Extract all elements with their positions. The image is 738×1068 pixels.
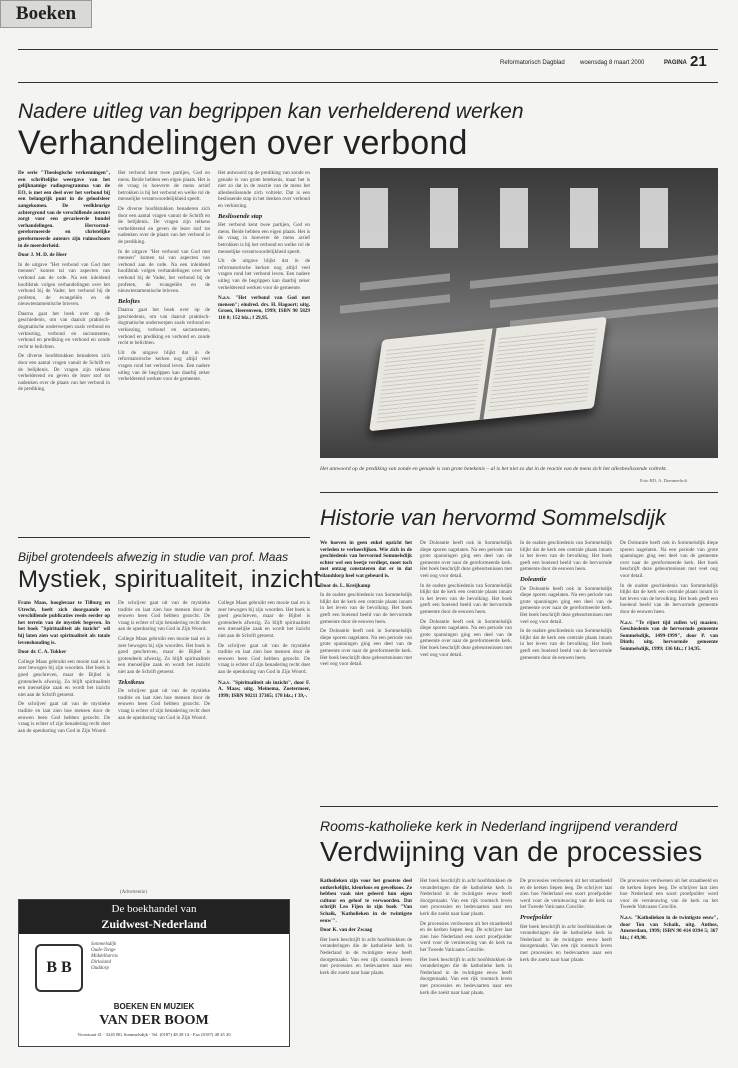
article1-headline: Verhandelingen over verbond	[18, 124, 468, 162]
article1-col3	[218, 170, 310, 530]
article3-col2	[420, 540, 512, 800]
photo-window	[640, 188, 668, 248]
photo-window	[430, 188, 458, 248]
article4-text: Het boek beschrijft in acht hoofdstukken de veranderingen die de katholieke kerk in Nederland in de twintigste eeuw heeft doorgemaakt. Van een rijk roomsch leven met processies en bedevaarten naar een kerk die zoekt naar haar plaats.	[420, 956, 512, 996]
page-label: PAGINA	[664, 60, 687, 66]
page-number: 21	[690, 53, 707, 70]
article2-col1	[18, 600, 110, 890]
article3-book-info: N.a.v. "Te rijnet tijd zullen wij maaien; Geschiedenis van de hervormde gemeente Sommelsdijk, 1499-1999", door P. van Dinth; uitg. hervormde gemeente Sommelsdijk, 1999; 136 blz.; f 34,95.	[620, 619, 718, 652]
photo-window	[500, 188, 528, 248]
article1-subhead-beloftes: Beloftes	[118, 297, 140, 305]
article3-text: De Doleantie heeft ook in Sommelsdijk diepe sporen nagelaten. Na een periode van grote spanningen ging een deel van de gemeente over naar de gereformeerde kerk. Het boek beschrijft deze gebeurtenissen met veel oog voor detail.	[420, 540, 512, 579]
article1-text: De diverse hoofdstukken benaderen zich door een aantal vragen vanuit de Schrift en de belijdenis. De vragen zijn telkens verhelderend en geven de lezer stof tot nadenken over de plaats van het verbond in de prediking.	[118, 205, 210, 245]
article4-text: De processies verdwenen uit het straatbeeld en de kerken liepen leeg. De schrijver laat zien hoe Nederland een soort proefpolder werd voor de vernieuwing van de kerk na het Tweede Vaticaans Concilie.	[420, 920, 512, 953]
top-rule	[18, 49, 718, 50]
article1-text: Daarna gaat het boek over op de geschiedenis, om van daaruit praktisch-dogmatische onderwerpen zoals verbond en verkiezing, verbond en sacramenten, verbond en prediking en verbond en zonde recht te belichten.	[118, 307, 210, 347]
article2-byline: Door dr. C. A. Tukker	[18, 649, 67, 656]
article2-text: De schrijver gaat uit van de mystieke traditie en laat zien hoe mensen door de eeuwen heen God hebben gezocht. De vraag is echter of zijn benadering recht doet aan de openbaring van God in Zijn Woord.	[118, 600, 210, 633]
article1-book-info: N.a.v. "Het verbond van God met mensen"; eindred. drs. H. Hagoort; uitg. Groen, Heerenveen, 1999; ISBN 90 5829 110 0; 152 blz.; f 29,95.	[218, 295, 310, 321]
issue-date: woensdag 8 maart 2000	[580, 60, 645, 66]
masthead-rule	[18, 82, 718, 83]
article3-text: In de oudste geschiedenis van Sommelsdijk blijkt dat de kerk een centrale plaats innam in het leven van de bevolking. Het boek geeft een boeiend beeld van de hervormde gemeente door de eeuwen heen.	[520, 540, 612, 573]
bookstore-ad[interactable]	[18, 899, 290, 1047]
article2-text: De schrijver gaat uit van de mystieke traditie en laat zien hoe mensen door de eeuwen heen God hebben gezocht. De vraag is echter of zijn benadering recht doet aan de openbaring van God in Zijn Woord.	[218, 642, 310, 675]
article1-text: Het antwoord op de prediking van zonde en genade is van grote betekenis, maar het is niet zo dat in de reactie van de mens het allesbeslissende zich voltrekt. Dat is een beslissende stap in het denken over verbond en verkiezing.	[218, 170, 310, 209]
ad-title-line2: Zuidwest-Nederland	[101, 917, 207, 931]
ad-places	[91, 942, 241, 1002]
article4-text: Het boek beschrijft in acht hoofdstukken de veranderingen die de katholieke kerk in Nederland in de twintigste eeuw heeft doorgemaakt. Van een rijk roomsch leven met processies en bedevaarten naar een kerk die zoekt naar haar plaats.	[320, 936, 412, 976]
article3-byline: Door ds. L. Kreijkamp	[320, 582, 371, 589]
article3-text: De Doleantie heeft ook in Sommelsdijk diepe sporen nagelaten. Na een periode van grote spanningen ging een deel van de gemeente over naar de gereformeerde kerk. Het boek beschrijft deze gebeurtenissen met veel oog voor detail.	[520, 585, 612, 625]
article2-col2	[118, 600, 210, 890]
open-bible	[369, 317, 607, 431]
article1-col1	[18, 170, 110, 530]
photo-window	[570, 188, 598, 248]
article3-subhead: Doleantie	[520, 575, 547, 583]
article4-col1	[320, 878, 412, 1050]
article2-text: De schrijver gaat uit van de mystieke traditie en laat zien hoe mensen door de eeuwen heen God hebben gezocht. De vraag is echter of zijn benadering recht doet aan de openbaring van God in Zijn Woord.	[118, 688, 210, 721]
article2-headline: Mystiek, spiritualiteit, inzicht	[18, 566, 321, 593]
article2-col3	[218, 600, 310, 890]
article4-book-info: N.a.v. "Katholieken in de twintigste eeuw", door Ton van Schaik, uitg. Anthos, Amsterdam, 1999; ISBN 90 414 0394 5; 367 blz.; f 49,90.	[620, 914, 718, 941]
bible-page-left	[376, 337, 485, 423]
article2-text: College Maas gebruikt een mooie taal en is zeer bewogen bij zijn woorden. Het boek is goed geschreven, maar de Bijbel is grotendeels afwezig. Zo blijft spiritualiteit een menselijke zaak en wordt het inzicht niet aan de Schrift getoetst.	[18, 658, 110, 698]
article2-lead: Frans Maas, hoogleraar te Tilburg en Utrecht, heeft zich doorgaande en verschillende publicaties reeds eerder op het terrein van de mystiek begeven. In het boek "Spiritualiteit als inzicht" wil hij laten zien wat spiritualiteit als totale levenshouding is.	[18, 600, 110, 646]
bible-page-right	[489, 326, 598, 412]
article4-text: De processies verdwenen uit het straatbeeld en de kerken liepen leeg. De schrijver laat zien hoe Nederland een soort proefpolder werd voor de vernieuwing van de kerk na het Tweede Vaticaans Concilie.	[520, 878, 612, 911]
article2-book-info: N.a.v. "Spiritualiteit als inzicht", door F. A. Maas; uitg. Meinema, Zoetermeer, 1999; ISBN 90211 37365; 178 blz.; f 39,-.	[218, 679, 310, 699]
article3-col3	[520, 540, 612, 800]
ad-title-line1: De boekhandel van	[111, 903, 197, 915]
photo-pew	[340, 294, 450, 314]
article3-text: De Doleantie heeft ook in Sommelsdijk diepe sporen nagelaten. Na een periode van grote spanningen ging een deel van de gemeente over naar de gereformeerde kerk. Het boek beschrijft deze gebeurtenissen met veel oog voor detail.	[320, 628, 412, 668]
article4-subhead: Proefpolder	[520, 913, 553, 921]
article3-lead: We hoeven in geen enkel opzicht het verleden te verheerlijken. Wie zich in de geschiedenis van hervormd Sommelsdijk echter wel een beetje verdiept, moet toch met ontzag constateren dat er in dat eilanddorp heel wat gebeurd is.	[320, 540, 412, 579]
article3-headline: Historie van hervormd Sommelsdijk	[320, 505, 666, 530]
article1-subhead-stap: Beslissende stap	[218, 212, 263, 220]
section-label: Boeken	[0, 0, 92, 28]
article4-text: De processies verdwenen uit het straatbeeld en de kerken liepen leeg. De schrijver laat zien hoe Nederland een soort proefpolder werd voor de vernieuwing van de kerk na het Tweede Vaticaans Concilie.	[620, 878, 718, 911]
article2-rule	[18, 537, 310, 538]
photo-credit: Foto RD, A. Dommerholt	[640, 478, 688, 483]
article1-kicker: Nadere uitleg van begrippen kan verhelderend werken	[18, 100, 524, 123]
photo-caption: Het antwoord op de prediking van zonde en genade is van grote betekenis – al is het niet zo dat in de reactie van de mens zich het allesbeslissende voltrekt.	[320, 466, 667, 472]
article1-col2	[118, 170, 210, 530]
photo-window	[360, 188, 388, 248]
ad-place: Dirksland	[91, 960, 111, 965]
article1-text: Het verbond kent twee partijen, God en mens. Beide hebben een eigen plaats. Het is de vraag in hoeverre de mens actief betrokken is bij het verbond en welke rol de menselijke verantwoordelijkheid speelt.	[218, 222, 310, 255]
ad-store-name: VAN DER BOOM	[99, 1013, 209, 1028]
article3-col1	[320, 540, 412, 800]
article4-text: Het boek beschrijft in acht hoofdstukken de veranderingen die de katholieke kerk in Nederland in de twintigste eeuw heeft doorgemaakt. Van een rijk roomsch leven met processies en bedevaarten naar een kerk die zoekt naar haar plaats.	[520, 923, 612, 963]
article2-text: College Maas gebruikt een mooie taal en is zeer bewogen bij zijn woorden. Het boek is goed geschreven, maar de Bijbel is grotendeels afwezig. Zo blijft spiritualiteit een menselijke zaak en wordt het inzicht niet aan de Schrift getoetst.	[118, 635, 210, 675]
article1-text: Het verbond kent twee partijen, God en mens. Beide hebben een eigen plaats. Het is de vraag in hoeverre de mens actief betrokken is bij het verbond en welke rol de menselijke verantwoordelijkheid speelt.	[118, 170, 210, 203]
article3-text: De Doleantie heeft ook in Sommelsdijk diepe sporen nagelaten. Na een periode van grote spanningen ging een deel van de gemeente over naar de gereformeerde kerk. Het boek beschrijft deze gebeurtenissen met veel oog voor detail.	[420, 618, 512, 658]
ad-logo: B B	[35, 944, 83, 992]
article1-lead: De serie "Theologische verkenningen", een schriftelijke weergave van het gelijknamige radioprogramma van de EO, is met een deel over het verbond bij een belangrijk punt in de geloofsleer aangekomen. De veelkleurige achtergrond van de verschillende auteurs zorgt voor een gevarieerde bundel verhandelingen. Hervormd-gereformeerde en christelijke gereformeerde auteurs zijn ruimschoots in de meerderheid.	[18, 170, 110, 249]
article2-kicker: Bijbel grotendeels afwezig in studie van prof. Maas	[18, 550, 289, 564]
article3-text: In de oudste geschiedenis van Sommelsdijk blijkt dat de kerk een centrale plaats innam in het leven van de bevolking. Het boek geeft een boeiend beeld van de hervormde gemeente door de eeuwen heen.	[420, 582, 512, 615]
article1-text: In de uitgave "Het verbond van God met mensen" komen tal van aspecten van verbond aan de orde. Na een inleidend hoofdstuk volgen verhandelingen over het verbond bij de Vader, het verbond bij de profeten, de evangeliën en de nieuwtestamentische brieven.	[118, 248, 210, 295]
article1-text: De diverse hoofdstukken benaderen zich door een aantal vragen vanuit de Schrift en de belijdenis. De vragen zijn telkens verhelderend en geven de lezer stof tot nadenken over de plaats van het verbond in de prediking.	[18, 353, 110, 393]
article2-text: De schrijver gaat uit van de mystieke traditie en laat zien hoe mensen door de eeuwen heen God hebben gezocht. De vraag is echter of zijn benadering recht doet aan de openbaring van God in Zijn Woord.	[18, 701, 110, 734]
article1-text: In de uitgave "Het verbond van God met mensen" komen tal van aspecten van verbond aan de orde. Na een inleidend hoofdstuk volgen verhandelingen over het verbond bij de Vader, het verbond bij de profeten, de evangeliën en de nieuwtestamentische brieven.	[18, 261, 110, 308]
article3-text: De Doleantie heeft ook in Sommelsdijk diepe sporen nagelaten. Na een periode van grote spanningen ging een deel van de gemeente over naar de gereformeerde kerk. Het boek beschrijft deze gebeurtenissen met veel oog voor detail.	[620, 540, 718, 579]
ad-subtitle: BOEKEN EN MUZIEK	[113, 1002, 195, 1011]
article4-col4	[620, 878, 718, 1050]
article4-col2	[420, 878, 512, 1050]
ad-place: Ouddorp	[91, 966, 110, 971]
ad-place: Oude-Tonge	[91, 948, 116, 953]
article1-text: Uit de uitgave blijkt dat in de reformatorische kerken nog altijd veel vragen rond het verbond leven. Een nadere uitleg van de begrippen kan daarbij zeker verhelderend werken voor de gemeente.	[218, 258, 310, 291]
article1-text: Daarna gaat het boek over op de geschiedenis, om van daaruit praktisch-dogmatische onderwerpen zoals verbond en verkiezing, verbond en sacramenten, verbond en prediking en verbond en zonde recht te belichten.	[18, 310, 110, 350]
article1-byline: Door J. M. D. de Heer	[18, 252, 67, 259]
article3-text: In de oudste geschiedenis van Sommelsdijk blijkt dat de kerk een centrale plaats innam in het leven van de bevolking. Het boek geeft een boeiend beeld van de hervormde gemeente door de eeuwen heen.	[620, 582, 718, 615]
article3-text: In de oudste geschiedenis van Sommelsdijk blijkt dat de kerk een centrale plaats innam in het leven van de bevolking. Het boek geeft een boeiend beeld van de hervormde gemeente door de eeuwen heen.	[520, 628, 612, 661]
ad-address: Voorstraat 41 - 3245 BG Sommelsdijk - Tel. (0187) 48 28 14 - Fax (0187) 48 45 20	[77, 1032, 231, 1037]
ad-label: (Advertentie)	[120, 890, 147, 895]
article4-headline: Verdwijning van de processies	[320, 836, 703, 867]
article4-kicker: Rooms-katholieke kerk in Nederland ingrijpend veranderd	[320, 818, 678, 834]
article3-text: In de oudste geschiedenis van Sommelsdijk blijkt dat de kerk een centrale plaats innam in het leven van de bevolking. Het boek geeft een boeiend beeld van de hervormde gemeente door de eeuwen heen.	[320, 592, 412, 625]
article4-text: Het boek beschrijft in acht hoofdstukken de veranderingen die de katholieke kerk in Nederland in de twintigste eeuw heeft doorgemaakt. Van een rijk roomsch leven met processies en bedevaarten naar een kerk die zoekt naar haar plaats.	[420, 878, 512, 917]
ad-place: Sommelsdijk	[91, 942, 117, 947]
article2-text: College Maas gebruikt een mooie taal en is zeer bewogen bij zijn woorden. Het boek is goed geschreven, maar de Bijbel is grotendeels afwezig. Zo blijft spiritualiteit een menselijke zaak en wordt het inzicht niet aan de Schrift getoetst.	[218, 600, 310, 639]
article3-col4	[620, 540, 718, 800]
bible-photo	[320, 168, 718, 458]
paper-name: Reformatorisch Dagblad	[500, 60, 565, 66]
article1-text: Uit de uitgave blijkt dat in de reformatorische kerken nog altijd veel vragen rond het verbond leven. Een nadere uitleg van de begrippen kan daarbij zeker verhelderend werken voor de gemeente.	[118, 349, 210, 383]
article4-lead: Katholieken zijn voor het grootste deel ontkerkelijkt, kleurloos en gewelkoos. Ze hebben vaak niet geleerd hun eigen cultuur en geloof te verwoorden. Dat schrijft Leo Fijen in zijn boek "Van Schaik, 'Katholieken in de twintigste eeuw'".	[320, 878, 412, 924]
article3-rule	[320, 492, 718, 493]
photo-pew	[360, 273, 450, 290]
article4-rule	[320, 806, 718, 807]
ad-place: Middelharnis	[91, 954, 118, 959]
article2-subhead: Tekstkeus	[118, 678, 145, 686]
article4-byline: Door K. van der Zwaag	[320, 927, 373, 934]
article4-col3	[520, 878, 612, 1050]
